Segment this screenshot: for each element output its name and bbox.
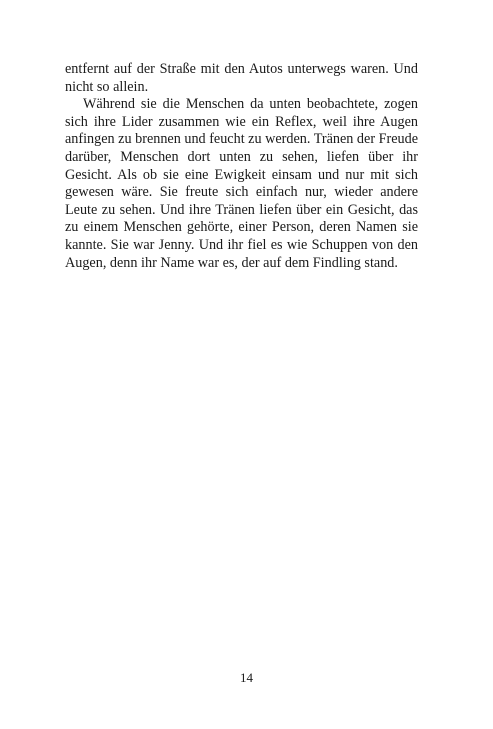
- body-text: [65, 61, 418, 272]
- paragraph: Während sie die Menschen da unten beobachtete, zogen sich ihre Lider zusammen wie ein Reflex, weil ihre Augen anfingen zu brennen und feucht zu werden. Tränen der Freude darüber, Menschen dort unten zu sehen, liefen über ihr Gesicht. Als ob sie eine Ewigkeit einsam und nur mit sich gewesen wäre. Sie freute sich einfach nur, wieder andere Leute zu sehen. Und ihre Tränen liefen über ein Gesicht, das zu einem Menschen gehörte, einer Person, deren Namen sie kannte. Sie war Jenny. Und ihr fiel es wie Schuppen von den Augen, denn ihr Name war es, der auf dem Findling stand.: [65, 96, 418, 271]
- paragraph: entfernt auf der Straße mit den Autos unterwegs waren. Und nicht so allein.: [65, 61, 418, 95]
- page-number: 14: [240, 670, 253, 685]
